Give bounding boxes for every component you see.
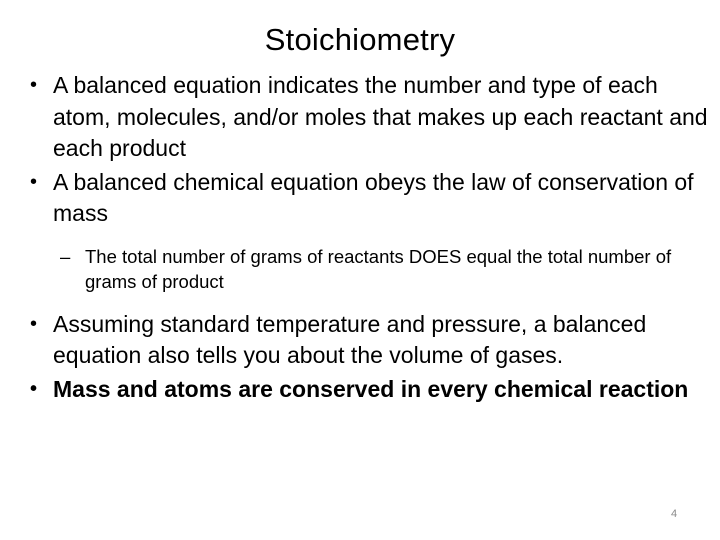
page-number: 4 xyxy=(670,508,678,520)
bullet-marker: • xyxy=(30,377,38,400)
sub-bullet-item-grams xyxy=(24,244,714,294)
bullet-text: A balanced equation indicates the number and type of each atom, molecules, and/or moles that makes up each reactant and each product xyxy=(53,72,708,161)
bullet-list xyxy=(24,70,714,407)
sub-bullet-marker: – xyxy=(60,245,71,267)
bullet-marker: • xyxy=(30,312,38,335)
bullet-text: Assuming standard temperature and pressure, a balanced equation also tells you about the volume of gases. xyxy=(53,310,647,368)
bullet-text: Mass and atoms are conserved in every chemical reaction xyxy=(53,375,689,402)
bullet-item-conservation-of-mass xyxy=(24,167,714,230)
bullet-item-volume-of-gases xyxy=(24,309,714,372)
bullet-item-balanced-equation xyxy=(24,70,714,165)
sub-bullet-text: The total number of grams of reactants DOES equal the total number of grams of product xyxy=(85,245,672,292)
bullet-marker: • xyxy=(30,170,38,193)
slide-title: Stoichiometry xyxy=(264,22,456,57)
bullet-item-mass-and-atoms xyxy=(24,374,714,406)
bullet-marker: • xyxy=(30,74,38,96)
bullet-text: A balanced chemical equation obeys the law of conservation of mass xyxy=(53,168,694,226)
